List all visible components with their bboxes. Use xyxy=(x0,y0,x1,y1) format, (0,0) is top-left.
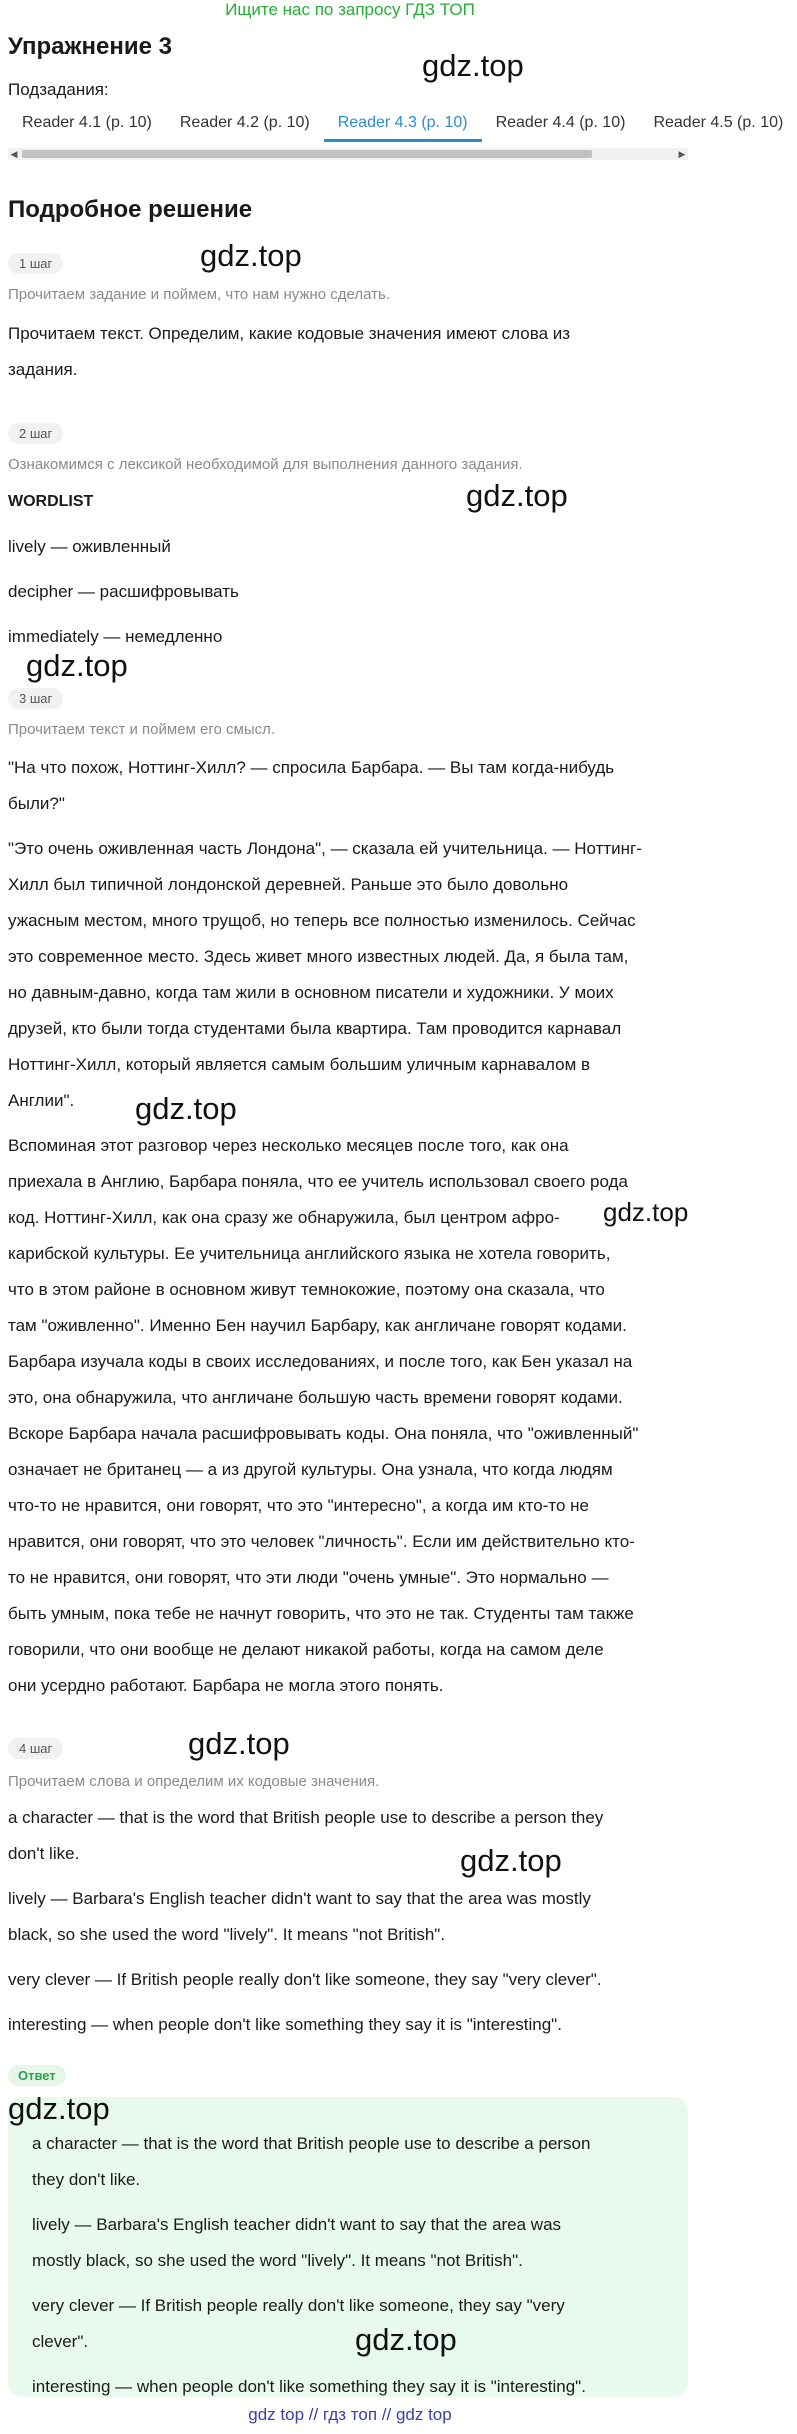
scroll-left-icon[interactable]: ◀ xyxy=(10,149,18,159)
watermark: gdz.top xyxy=(355,2322,457,2357)
story-line: они усердно работают. Барбара не могла этого понять. xyxy=(8,1676,444,1695)
step-1-badge: 1 шаг xyxy=(8,253,63,274)
answer-line: very clever — If British people really don't like someone, they say "very xyxy=(32,2296,565,2315)
tab-reader-4-2[interactable]: Reader 4.2 (p. 10) xyxy=(179,114,310,131)
promo-banner[interactable]: Ищите нас по запросу ГДЗ ТОП xyxy=(225,0,475,19)
scrollbar-thumb[interactable] xyxy=(22,150,592,158)
story-line: означает не британец — а из другой культуры. Она узнала, что когда людям xyxy=(8,1460,613,1479)
story-line: то не нравится, они говорят, что эти люди "очень умные". Это нормально — xyxy=(8,1568,609,1587)
story-line: Ноттинг-Хилл, который является самым большим уличным карнавалом в xyxy=(8,1055,591,1074)
wordlist-heading: WORDLIST xyxy=(8,493,94,510)
code-line: a character — that is the word that British people use to describe a person they xyxy=(8,1808,604,1827)
scroll-right-icon[interactable]: ▶ xyxy=(678,149,686,159)
answer-box xyxy=(8,2097,688,2397)
step-2-hint: Ознакомимся с лексикой необходимой для выполнения данного задания. xyxy=(8,456,523,473)
step-3-hint: Прочитаем текст и поймем его смысл. xyxy=(8,721,276,738)
story-line: это, она обнаружила, что англичане большую часть времени говорят кодами. xyxy=(8,1388,623,1407)
step-2-badge: 2 шаг xyxy=(8,423,63,444)
answer-line: a character — that is the word that British people use to describe a person xyxy=(32,2134,591,2153)
tab-reader-4-1[interactable]: Reader 4.1 (p. 10) xyxy=(22,114,152,131)
answer-line: clever". xyxy=(32,2332,89,2351)
code-line: lively — Barbara's English teacher didn't want to say that the area was mostly xyxy=(8,1889,591,1908)
answer-line: mostly black, so she used the word "lively". It means "not British". xyxy=(32,2251,523,2270)
watermark: gdz.top xyxy=(188,1726,290,1761)
answer-line: they don't like. xyxy=(32,2170,141,2189)
subtasks-label: Подзадания: xyxy=(8,80,109,99)
code-line: don't like. xyxy=(8,1844,80,1863)
story-line: Барбара изучала коды в своих исследованиях, и после того, как Бен указал на xyxy=(8,1352,633,1371)
tabs-scrollbar[interactable] xyxy=(8,148,688,160)
step-4-badge: 4 шаг xyxy=(8,1738,63,1759)
watermark: gdz.top xyxy=(603,1197,689,1227)
tab-reader-4-5[interactable]: Reader 4.5 (p. 10) xyxy=(653,114,784,131)
step-4-hint: Прочитаем слова и определим их кодовые значения. xyxy=(8,1773,380,1790)
watermark: gdz.top xyxy=(466,478,568,513)
story-line: Вскоре Барбара начала расшифровывать коды. Она поняла, что "оживленный" xyxy=(8,1424,639,1443)
tab-reader-4-3[interactable]: Reader 4.3 (p. 10) xyxy=(324,108,482,142)
story-line: Хилл был типичной лондонской деревней. Раньше это было довольно xyxy=(8,875,569,894)
answer-badge: Ответ xyxy=(8,2065,66,2086)
story-line: но давным-давно, когда там жили в основном писатели и художники. У моих xyxy=(8,983,614,1002)
story-line: Англии". xyxy=(8,1091,75,1110)
step-1-text: задания. xyxy=(8,360,78,379)
story-line: быть умным, пока тебе не начнут говорить, что это не так. Студенты там также xyxy=(8,1604,634,1623)
story-line: говорили, что они вообще не делают никакой работы, когда на самом деле xyxy=(8,1640,604,1659)
code-line: very clever — If British people really don't like someone, they say "very clever". xyxy=(8,1970,602,1989)
story-line: "На что похож, Ноттинг-Хилл? — спросила Барбара. — Вы там когда-нибудь xyxy=(8,758,615,777)
page-title: Упражнение 3 xyxy=(8,33,172,60)
story-line: приехала в Англию, Барбара поняла, что ее учитель использовал своего рода xyxy=(8,1172,628,1191)
subtask-tabs xyxy=(8,108,784,142)
story-line: ужасным местом, много трущоб, но теперь все полностью изменилось. Сейчас xyxy=(8,911,636,930)
story-line: там "оживленно". Именно Бен научил Барбару, как англичане говорят кодами. xyxy=(8,1316,627,1335)
wordlist-item: immediately — немедленно xyxy=(8,627,223,646)
story-line: друзей, кто были тогда студентами была квартира. Там проводится карнавал xyxy=(8,1019,622,1038)
code-line: interesting — when people don't like something they say it is "interesting". xyxy=(8,2015,562,2034)
story-line: что-то не нравится, они говорят, что это "интересно", а когда им кто-то не xyxy=(8,1496,589,1515)
story-line: "Это очень оживленная часть Лондона", — сказала ей учительница. — Ноттинг- xyxy=(8,839,642,858)
story-line: что в этом районе в основном живут темнокожие, поэтому она сказала, что xyxy=(8,1280,605,1299)
section-title: Подробное решение xyxy=(8,196,253,223)
story-line: Вспоминая этот разговор через несколько месяцев после того, как она xyxy=(8,1136,569,1155)
watermark: gdz.top xyxy=(422,48,524,83)
answer-line: lively — Barbara's English teacher didn't want to say that the area was xyxy=(32,2215,562,2234)
watermark: gdz.top xyxy=(460,1843,562,1878)
watermark: gdz.top xyxy=(26,648,128,683)
story-line: это современное место. Здесь живет много известных людей. Да, я была там, xyxy=(8,947,629,966)
story-line: были?" xyxy=(8,794,65,813)
code-line: black, so she used the word "lively". It means "not British". xyxy=(8,1925,446,1944)
wordlist-item: lively — оживленный xyxy=(8,537,171,556)
watermark: gdz.top xyxy=(200,238,302,273)
wordlist-item: decipher — расшифровывать xyxy=(8,582,239,601)
story-line: нравится, они говорят, что это человек "личность". Если им действительно кто- xyxy=(8,1532,635,1551)
watermark: gdz.top xyxy=(8,2091,110,2126)
step-1-text: Прочитаем текст. Определим, какие кодовые значения имеют слова из xyxy=(8,324,571,343)
step-3-badge: 3 шаг xyxy=(8,688,63,709)
footer-links[interactable]: gdz top // гдз топ // gdz top xyxy=(248,2405,452,2424)
answer-line: interesting — when people don't like something they say it is "interesting". xyxy=(32,2377,586,2396)
watermark: gdz.top xyxy=(135,1091,237,1126)
step-1-hint: Прочитаем задание и поймем, что нам нужно сделать. xyxy=(8,286,391,303)
story-line: карибской культуры. Ее учительница английского языка не хотела говорить, xyxy=(8,1244,611,1263)
tab-reader-4-4[interactable]: Reader 4.4 (p. 10) xyxy=(495,114,626,131)
story-line: код. Ноттинг-Хилл, как она сразу же обнаружила, был центром афро- xyxy=(8,1208,560,1227)
